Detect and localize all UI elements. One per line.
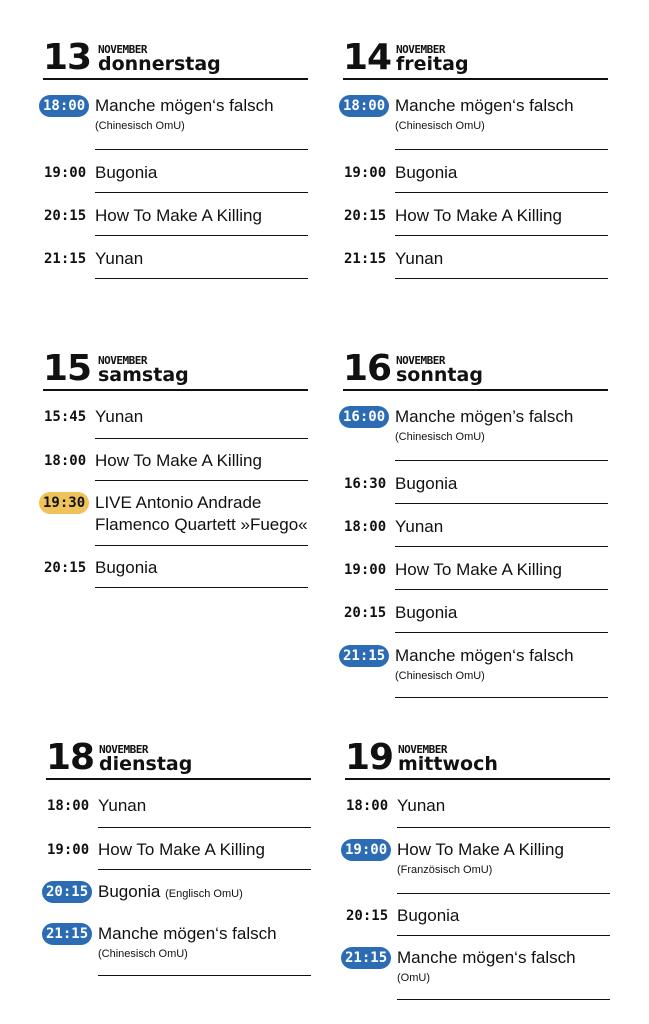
time-badge: 16:00 xyxy=(339,406,389,428)
time-label: 20:15 xyxy=(346,908,389,924)
film-title: Bugonia xyxy=(95,163,158,182)
day-block-13 xyxy=(43,38,308,279)
time-label: 19:00 xyxy=(44,165,87,181)
film-note: (Englisch OmU) xyxy=(165,888,243,900)
divider xyxy=(395,632,608,633)
screening-entry[interactable] xyxy=(43,406,308,439)
divider xyxy=(98,869,311,870)
film-title: Yunan xyxy=(95,407,144,426)
time-label: 20:15 xyxy=(44,560,87,576)
divider xyxy=(95,438,308,439)
time-label: 19:00 xyxy=(47,842,90,858)
film-title: Bugonia xyxy=(395,163,458,182)
time-label: 19:00 xyxy=(344,562,387,578)
time-badge: 21:15 xyxy=(341,947,391,969)
month-label: NOVEMBER xyxy=(396,354,445,367)
time-label: 18:00 xyxy=(44,453,87,469)
film-title: Bugonia xyxy=(397,906,460,925)
screening-entry[interactable] xyxy=(345,947,610,1000)
divider xyxy=(395,149,608,150)
screening-entry[interactable] xyxy=(343,205,608,236)
divider xyxy=(395,546,608,547)
film-title: Yunan xyxy=(95,249,144,268)
month-label: NOVEMBER xyxy=(99,743,148,756)
time-label: 18:00 xyxy=(47,798,90,814)
time-label: 16:30 xyxy=(344,476,387,492)
time-badge: 19:00 xyxy=(341,839,391,861)
time-label: 19:00 xyxy=(344,165,387,181)
event-title-line1: LIVE Antonio Andrade xyxy=(95,493,262,512)
film-title: Yunan xyxy=(397,796,446,815)
time-label: 21:15 xyxy=(44,251,87,267)
divider xyxy=(95,545,308,546)
divider xyxy=(397,935,610,936)
film-title: Manche mögen’s falsch xyxy=(395,407,574,426)
time-badge: 18:00 xyxy=(339,95,389,117)
divider xyxy=(395,697,608,698)
time-label: 15:45 xyxy=(44,409,87,425)
divider xyxy=(95,587,308,588)
weekday-label: samstag xyxy=(98,364,189,386)
screening-entry[interactable] xyxy=(343,516,608,547)
film-title: Bugonia xyxy=(395,603,458,622)
film-note: (Chinesisch OmU) xyxy=(395,120,485,132)
event-title-line2: Flamenco Quartett »Fuego« xyxy=(95,515,308,534)
film-title: Manche mögen‘s falsch xyxy=(395,96,574,115)
time-label: 20:15 xyxy=(344,208,387,224)
month-label: NOVEMBER xyxy=(396,43,445,56)
screening-list xyxy=(43,406,308,588)
screening-entry[interactable] xyxy=(343,95,608,150)
day-number: 16 xyxy=(343,348,392,389)
month-label: NOVEMBER xyxy=(98,354,147,367)
screening-list xyxy=(46,795,311,976)
screening-entry[interactable] xyxy=(343,473,608,504)
time-label: 20:15 xyxy=(344,605,387,621)
film-title: Manche mögen‘s falsch xyxy=(397,948,576,967)
time-label: 18:00 xyxy=(344,519,387,535)
screening-entry[interactable] xyxy=(343,559,608,590)
screening-entry[interactable] xyxy=(343,406,608,461)
day-header xyxy=(43,349,308,391)
film-title: How To Make A Killing xyxy=(95,451,262,470)
screening-entry[interactable] xyxy=(343,602,608,633)
day-number: 13 xyxy=(43,37,92,78)
screening-entry[interactable] xyxy=(46,795,311,828)
screening-entry[interactable] xyxy=(46,839,311,870)
film-title: How To Make A Killing xyxy=(395,560,562,579)
day-number: 18 xyxy=(46,737,95,778)
month-label: NOVEMBER xyxy=(398,743,447,756)
screening-entry[interactable] xyxy=(343,248,608,279)
day-header xyxy=(43,38,308,80)
screening-entry[interactable] xyxy=(43,492,308,546)
film-note: (OmU) xyxy=(397,972,430,984)
day-header xyxy=(343,38,608,80)
time-badge: 21:15 xyxy=(42,923,92,945)
weekday-label: mittwoch xyxy=(398,753,498,775)
time-label: 18:00 xyxy=(346,798,389,814)
screening-entry[interactable] xyxy=(43,95,308,150)
divider xyxy=(95,235,308,236)
divider xyxy=(395,192,608,193)
film-note: (Chinesisch OmU) xyxy=(395,431,485,443)
film-note: (Chinesisch OmU) xyxy=(95,120,185,132)
film-title: Manche mögen‘s falsch xyxy=(95,96,274,115)
screening-entry[interactable] xyxy=(43,557,308,588)
screening-entry[interactable] xyxy=(43,248,308,279)
day-block-15 xyxy=(43,349,308,588)
film-title: How To Make A Killing xyxy=(397,840,564,859)
day-block-16 xyxy=(343,349,608,698)
divider xyxy=(395,503,608,504)
day-number: 14 xyxy=(343,37,392,78)
screening-entry[interactable] xyxy=(345,905,610,936)
screening-entry[interactable] xyxy=(43,162,308,193)
day-block-14 xyxy=(343,38,608,279)
film-title: Bugonia xyxy=(95,558,158,577)
day-block-18 xyxy=(46,738,311,976)
divider xyxy=(395,235,608,236)
film-note: (Chinesisch OmU) xyxy=(395,670,485,682)
divider xyxy=(98,827,311,828)
divider xyxy=(395,278,608,279)
film-title: How To Make A Killing xyxy=(395,206,562,225)
screening-entry[interactable] xyxy=(46,881,311,912)
screening-entry[interactable] xyxy=(43,205,308,236)
divider xyxy=(95,480,308,481)
day-number: 19 xyxy=(345,737,394,778)
film-title: Manche mögen‘s falsch xyxy=(395,646,574,665)
screening-entry[interactable] xyxy=(46,923,311,976)
film-note: (Chinesisch OmU) xyxy=(98,948,188,960)
divider xyxy=(395,589,608,590)
divider xyxy=(95,192,308,193)
screening-entry[interactable] xyxy=(343,162,608,193)
film-title: Yunan xyxy=(395,517,444,536)
film-title: Manche mögen‘s falsch xyxy=(98,924,277,943)
film-note: (Französisch OmU) xyxy=(397,864,493,876)
divider xyxy=(397,999,610,1000)
screening-list xyxy=(345,795,610,1000)
weekday-label: donnerstag xyxy=(98,53,221,75)
screening-entry[interactable] xyxy=(343,645,608,698)
film-title: Bugonia xyxy=(395,474,458,493)
time-badge: 20:15 xyxy=(42,881,92,903)
film-title: How To Make A Killing xyxy=(95,206,262,225)
screening-list xyxy=(343,406,608,698)
time-label: 21:15 xyxy=(344,251,387,267)
film-title: Bugonia xyxy=(98,882,161,901)
film-title: Yunan xyxy=(98,796,147,815)
month-label: NOVEMBER xyxy=(98,43,147,56)
weekday-label: freitag xyxy=(396,53,469,75)
divider xyxy=(395,460,608,461)
day-header xyxy=(46,738,311,780)
time-badge: 19:30 xyxy=(39,492,89,514)
day-header xyxy=(343,349,608,391)
time-badge: 18:00 xyxy=(39,95,89,117)
time-label: 20:15 xyxy=(44,208,87,224)
screening-list xyxy=(343,95,608,279)
time-badge: 21:15 xyxy=(339,645,389,667)
divider xyxy=(397,893,610,894)
screening-entry[interactable] xyxy=(345,795,610,828)
film-title: How To Make A Killing xyxy=(98,840,265,859)
divider xyxy=(98,975,311,976)
screening-list xyxy=(43,95,308,279)
weekday-label: sonntag xyxy=(396,364,483,386)
day-header xyxy=(345,738,610,780)
divider xyxy=(95,149,308,150)
divider xyxy=(95,278,308,279)
day-block-19 xyxy=(345,738,610,1000)
screening-entry[interactable] xyxy=(43,450,308,481)
day-number: 15 xyxy=(43,348,92,389)
divider xyxy=(397,827,610,828)
weekday-label: dienstag xyxy=(99,753,193,775)
screening-entry[interactable] xyxy=(345,839,610,894)
film-title: Yunan xyxy=(395,249,444,268)
